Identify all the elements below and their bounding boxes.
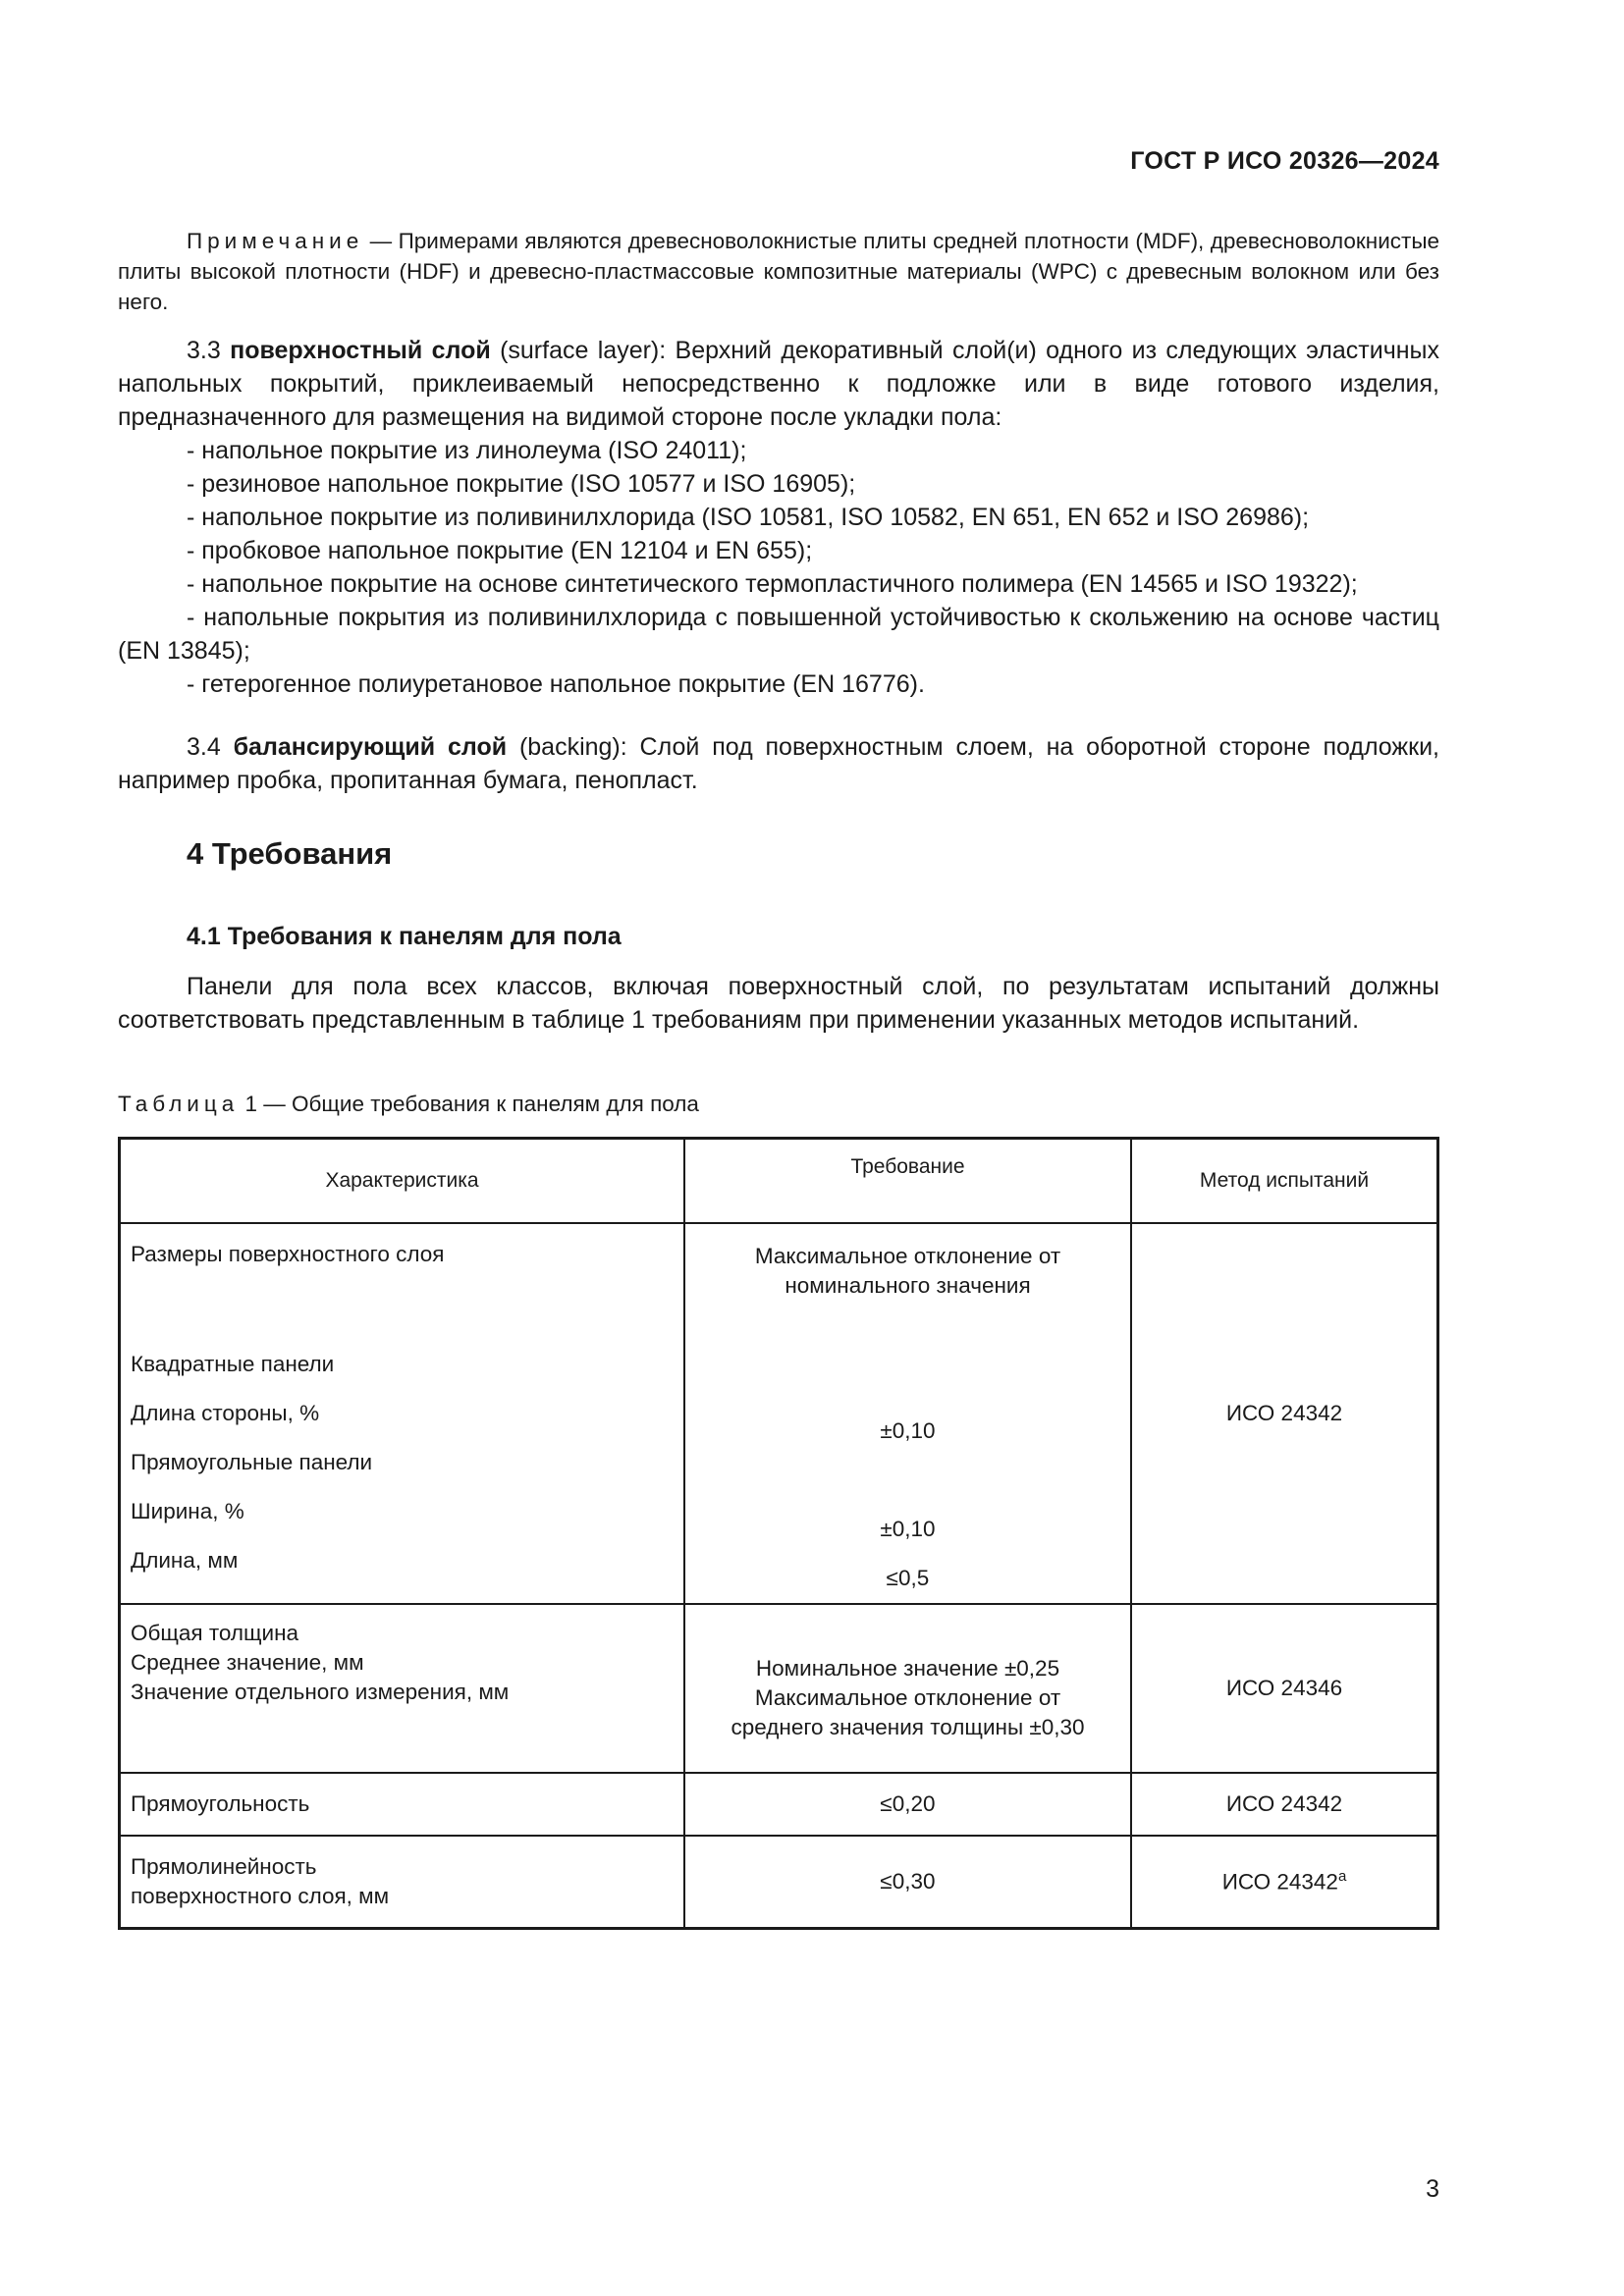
page-number: 3 [1426, 2175, 1439, 2203]
requirement-text: Максимальное отклонение от [754, 1685, 1061, 1710]
table-cell [684, 1223, 1131, 1604]
requirement-text: Номинальное значение ±0,25 [755, 1656, 1060, 1681]
list-item: - напольное покрытие из поливинилхлорида (ISO 10581, ISO 10582, EN 651, EN 652 и ISO 26986); [187, 504, 1310, 531]
definition-body: (surface layer): Верхний декоративный слой(и) одного из следующих эластичных напольных покрытий, приклеиваемый непосредственно к подложке или в виде готового изделия, предназначенного для размещения на видимой стороне после укладки пола: [118, 337, 1440, 431]
characteristic-text: Среднее значение, мм [131, 1650, 364, 1675]
surface-layer-list [118, 434, 1439, 701]
sub-characteristic: Квадратные панели [131, 1352, 335, 1376]
sub-characteristic: Прямоугольные панели [131, 1450, 373, 1474]
requirement-text: Максимальное отклонение от номинального значения [754, 1244, 1061, 1298]
list-item: - напольное покрытие из линолеума (ISO 24011); [187, 437, 747, 464]
definition-term: балансирующий слой [233, 733, 508, 761]
table-cell: ИСО 24342 [1131, 1223, 1438, 1604]
sub-requirement: ≤0,5 [886, 1566, 930, 1590]
sub-requirement [695, 1456, 1120, 1505]
requirement-text: среднего значения толщины ±0,30 [731, 1715, 1085, 1739]
definition-3-3-text [118, 334, 1439, 434]
note-paragraph [118, 226, 1439, 317]
characteristic-text: поверхностного слоя, мм [131, 1884, 390, 1908]
sub-requirement [695, 1358, 1120, 1407]
sub-characteristic: Длина стороны, % [131, 1401, 320, 1425]
definition-number: 3.3 [187, 337, 231, 364]
table-cell: ≤0,30 [684, 1836, 1131, 1929]
document-code: ГОСТ Р ИСО 20326—2024 [1130, 147, 1439, 175]
sub-requirement: ±0,10 [880, 1517, 936, 1541]
definition-3-3 [118, 334, 1439, 701]
footnote-marker: a [1337, 1868, 1347, 1886]
table-row [120, 1223, 1438, 1604]
list-item: - гетерогенное полиуретановое напольное покрытие (EN 16776). [187, 670, 925, 698]
table-cell [684, 1604, 1131, 1773]
method-text: ИСО 24342 [1221, 1869, 1338, 1895]
table-cell [120, 1604, 685, 1773]
table-cell: ≤0,20 [684, 1773, 1131, 1836]
sub-requirement: ±0,10 [880, 1418, 936, 1443]
table-row [120, 1836, 1438, 1929]
table-cell: ИСО 24342 [1131, 1773, 1438, 1836]
sub-characteristic: Длина, мм [131, 1548, 239, 1573]
column-header: Метод испытаний [1131, 1139, 1438, 1224]
table-cell [1131, 1836, 1438, 1929]
list-item: - напольное покрытие на основе синтетического термопластичного полимера (EN 14565 и ISO 19322); [187, 570, 1358, 598]
characteristic-text: Размеры поверхностного слоя [131, 1242, 445, 1266]
list-item: - резиновое напольное покрытие (ISO 10577 и ISO 16905); [187, 470, 856, 498]
definition-3-4 [118, 730, 1439, 797]
table-caption [118, 1092, 699, 1117]
list-item: - напольные покрытия из поливинилхлорида с повышенной устойчивостью к скольжению на основе частиц (EN 13845); [118, 604, 1439, 665]
sub-characteristic: Ширина, % [131, 1499, 244, 1523]
characteristic-text: Значение отдельного измерения, мм [131, 1680, 510, 1704]
characteristic-text: Общая толщина [131, 1621, 299, 1645]
note-text: — Примерами являются древесноволокнистые плиты средней плотности (MDF), древесноволокнистые плиты высокой плотности (HDF) и древесно-пластмассовые композитные материалы (WPC) с древесным волокном или без него. [118, 229, 1439, 314]
table-header-row [120, 1139, 1438, 1224]
column-header: Требование [684, 1139, 1131, 1224]
definition-body: (backing): Слой под поверхностным слоем, на оборотной стороне подложки, например пробка, пропитанная бумага, пенопласт. [118, 733, 1440, 794]
table-cell [120, 1223, 685, 1604]
note-label: Примечание [187, 229, 364, 253]
table-caption-label: Таблица [118, 1092, 240, 1116]
table-caption-text: 1 — Общие требования к панелям для пола [239, 1092, 699, 1116]
column-header: Характеристика [120, 1139, 685, 1224]
table-row [120, 1773, 1438, 1836]
definition-3-4-text [118, 730, 1439, 797]
requirements-table [118, 1137, 1439, 1930]
definition-number: 3.4 [187, 733, 234, 761]
table-cell [120, 1836, 685, 1929]
list-item: - пробковое напольное покрытие (EN 12104 и EN 655); [187, 537, 813, 564]
definition-term: поверхностный слой [230, 337, 491, 364]
table-cell: Прямоугольность [120, 1773, 685, 1836]
requirements-paragraph [118, 970, 1439, 1037]
characteristic-text: Прямолинейность [131, 1854, 317, 1879]
section-heading: 4 Требования [187, 836, 393, 871]
subsection-heading: 4.1 Требования к панелям для пола [187, 923, 622, 950]
table-row [120, 1604, 1438, 1773]
table-cell: ИСО 24346 [1131, 1604, 1438, 1773]
paragraph-text: Панели для пола всех классов, включая поверхностный слой, по результатам испытаний должны соответствовать представленным в таблице 1 требованиям при применении указанных методов испытаний. [118, 973, 1439, 1034]
